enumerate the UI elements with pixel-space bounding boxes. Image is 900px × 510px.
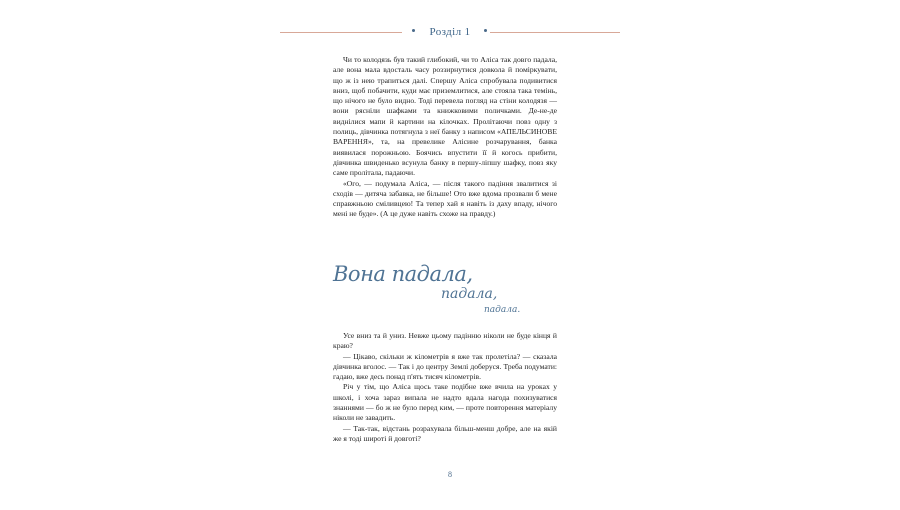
- paragraph: Чи то колодязь був такий глибокий, чи то Аліса так довго падала, але вона мала вдосталь часу роззирнутися довкола й поміркувати, що ж із нею трапиться далі. Спершу Аліса спробувала подивитися вниз, щоб побачити, куди має приземлитися, але стояла така темінь, що нічого не було видно. Тоді перевела погляд на стіни колодязя — вони рясніли шафками та книжковими поличками. Де-не-де виднілися мапи й картини на кілочках. Пролітаючи повз одну з полиць, дівчинка потягнула з неї банку з написом «АПЕЛЬСИНОВЕ ВАРЕННЯ», та, на превелике Алісине розчарування, банка виявилася порожньою. Боячись впустити її й когось прибити, дівчинка швиденько всунула банку в першу-ліпшу шафку, повз яку саме пролітала, падаючи.: [333, 55, 557, 178]
- chapter-title: Розділ 1: [429, 26, 471, 38]
- paragraph: Усе вниз та й униз. Невже цьому падінню ніколи не буде кінця й краю?: [333, 331, 557, 351]
- falling-text-medium: падала,: [441, 286, 498, 302]
- chapter-header: [280, 24, 620, 40]
- falling-text-small: падала.: [484, 305, 521, 315]
- paragraph: — Цікаво, скільки ж кілометрів я вже так пролетіла? — сказала дівчинка вголос. — Так і до центру Землі доберуся. Треба подумати: гадаю, вже десь понад п'ять тисяч кілометрів.: [333, 351, 557, 382]
- page-number: 8: [448, 470, 452, 479]
- header-rule-left: [280, 32, 402, 33]
- falling-text-large: Вона падала,: [333, 262, 473, 286]
- body-text-bottom: [333, 331, 557, 444]
- paragraph: Річ у тім, що Аліса щось таке подібне вже вчила на уроках у школі, і хоча зараз випала не надто вдала нагода похизуватися знаннями — бо ж не було перед ким, — проте повторення матеріалу ніколи не завадить.: [333, 382, 557, 423]
- header-rule-right: [490, 32, 620, 33]
- header-dot-right: [484, 29, 487, 32]
- paragraph: «Ого, — подумала Аліса, — після такого падіння звалитися зі сходів — дитяча забавка, не більше! Ото вже вдома прозвали б мене справжньою сміливцею! Та тепер хай я навіть із даху впаду, нічого мені не буде». (А це дуже навіть схоже на правду.): [333, 178, 557, 219]
- header-dot-left: [412, 29, 415, 32]
- body-text-top: [333, 55, 557, 220]
- paragraph: — Так-так, відстань розрахувала більш-менш добре, але на якій же я тоді широті й довготі?: [333, 423, 557, 443]
